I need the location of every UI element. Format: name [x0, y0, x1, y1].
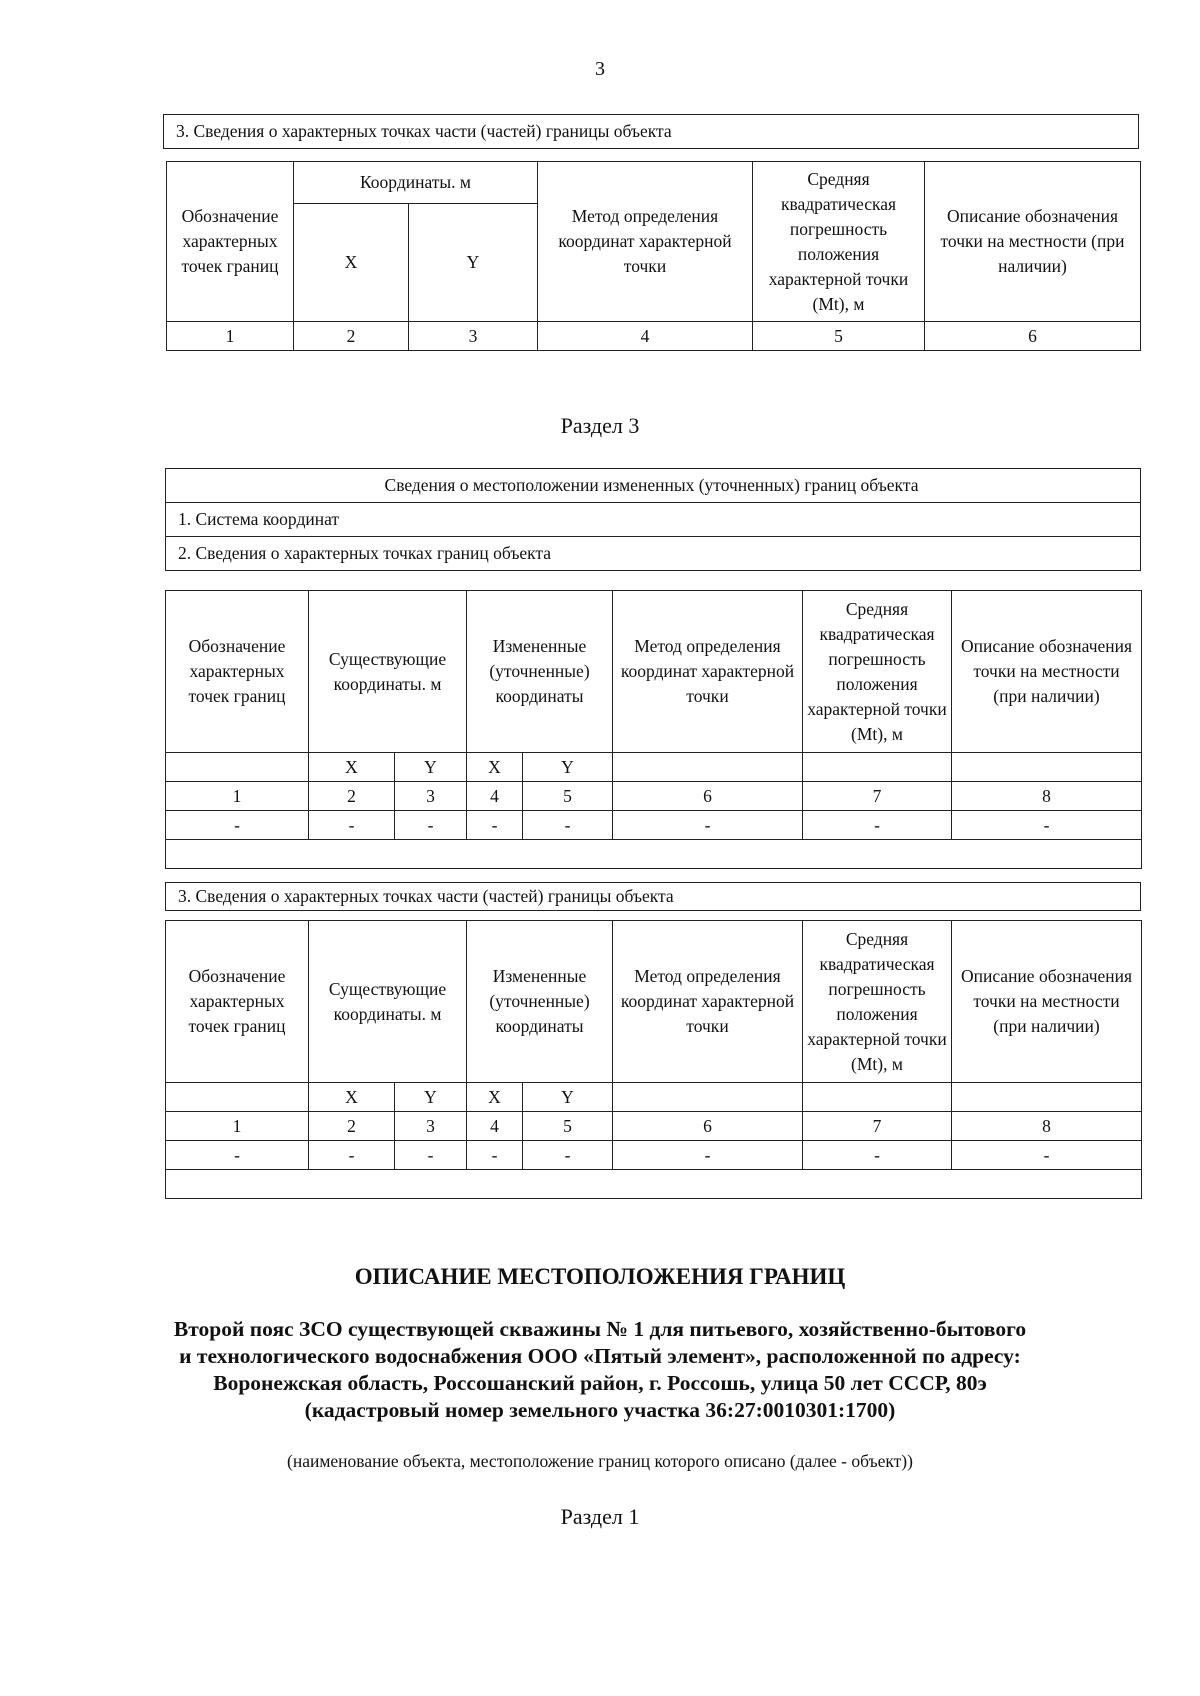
t2-sub-cell: [952, 753, 1142, 782]
section3-title: Раздел 3: [560, 413, 640, 438]
t3-h-error: Средняя квадратическая погрешность положения характерной точки (Mt), м: [803, 921, 952, 1083]
t2-dash-cell: -: [952, 811, 1142, 840]
t3-bar: 3. Сведения о характерных точках части (частей) границы объекта: [166, 883, 1141, 911]
t2-num-cell: 7: [803, 782, 952, 811]
t3-h-method: Метод определения координат характерной точки: [613, 921, 803, 1083]
t2-num-cell: 3: [395, 782, 467, 811]
t2-dash-cell: -: [523, 811, 613, 840]
t1-h-x: X: [294, 204, 409, 322]
t2-bar1: 1. Система координат: [166, 503, 1141, 537]
t3-dash-cell: -: [467, 1141, 523, 1170]
boundary-heading: ОПИСАНИЕ МЕСТОПОЛОЖЕНИЯ ГРАНИЦ: [354, 1264, 846, 1289]
t1-h-designation: Обозначение характерных точек границ: [167, 162, 294, 322]
object-name-line: и технологического водоснабжения ООО «Пятый элемент», расположенной по адресу:: [179, 1344, 1021, 1368]
t2-bar2: 2. Сведения о характерных точках границ объекта: [166, 537, 1141, 571]
t1-num-cell: 4: [538, 322, 753, 351]
t3-dash-cell: -: [613, 1141, 803, 1170]
t2-sub-cell: X: [309, 753, 395, 782]
object-name-line: Воронежская область, Россошанский район, г. Россошь, улица 50 лет СССР, 80э: [213, 1371, 987, 1395]
t3-bar-table: [165, 882, 1141, 911]
t3-dash-cell: -: [523, 1141, 613, 1170]
t3-h-existing: Существующие координаты. м: [309, 921, 467, 1083]
t2-h-error: Средняя квадратическая погрешность положения характерной точки (Mt), м: [803, 591, 952, 753]
t3-sub-cell: X: [467, 1083, 523, 1112]
t3-num-cell: 5: [523, 1112, 613, 1141]
t3-h-designation: Обозначение характерных точек границ: [166, 921, 309, 1083]
t1-table: [166, 161, 1141, 351]
t3-dash-cell: -: [309, 1141, 395, 1170]
t3-dash-cell: -: [803, 1141, 952, 1170]
t1-h-y: Y: [409, 204, 538, 322]
t3-h-desc: Описание обозначения точки на местности (при наличии): [952, 921, 1142, 1083]
t1-num-cell: 6: [925, 322, 1141, 351]
t2-sub-cell: [166, 753, 309, 782]
t2-table: [165, 590, 1142, 869]
t1-num-cell: 3: [409, 322, 538, 351]
t2-sub-cell: Y: [523, 753, 613, 782]
t3-num-cell: 7: [803, 1112, 952, 1141]
t1-num-cell: 5: [753, 322, 925, 351]
t3-sub-cell: [803, 1083, 952, 1112]
t3-h-changed: Измененные (уточненные) координаты: [467, 921, 613, 1083]
t1-h-coords: Координаты. м: [294, 162, 538, 204]
t1-h-desc: Описание обозначения точки на местности (при наличии): [925, 162, 1141, 322]
section1-title: Раздел 1: [560, 1504, 640, 1529]
t2-sub-cell: Y: [395, 753, 467, 782]
t2-sub-cell: X: [467, 753, 523, 782]
page-number: 3: [595, 58, 605, 80]
t3-num-cell: 2: [309, 1112, 395, 1141]
t2-h-changed: Измененные (уточненные) координаты: [467, 591, 613, 753]
t2-num-cell: 5: [523, 782, 613, 811]
t2-num-cell: 6: [613, 782, 803, 811]
t2-dash-cell: -: [467, 811, 523, 840]
t2-dash-cell: -: [803, 811, 952, 840]
t2-dash-cell: -: [613, 811, 803, 840]
t1-num-cell: 2: [294, 322, 409, 351]
t2-num-cell: 4: [467, 782, 523, 811]
t3-dash-cell: -: [395, 1141, 467, 1170]
t3-sub-cell: [166, 1083, 309, 1112]
t1-bar-table: [163, 114, 1139, 149]
t3-sub-cell: X: [309, 1083, 395, 1112]
object-caption: (наименование объекта, местоположение границ которого описано (далее - объект)): [287, 1451, 913, 1471]
t2-num-cell: 1: [166, 782, 309, 811]
t2-dash-cell: -: [395, 811, 467, 840]
t2-bars-table: [165, 468, 1141, 571]
t2-sub-cell: [803, 753, 952, 782]
t3-num-cell: 4: [467, 1112, 523, 1141]
t1-bar: 3. Сведения о характерных точках части (частей) границы объекта: [164, 115, 1139, 149]
t2-num-cell: 2: [309, 782, 395, 811]
t2-h-designation: Обозначение характерных точек границ: [166, 591, 309, 753]
t2-title: Сведения о местоположении измененных (уточненных) границ объекта: [166, 469, 1141, 503]
t2-sub-cell: [613, 753, 803, 782]
t3-sub-cell: Y: [523, 1083, 613, 1112]
t3-sub-cell: [952, 1083, 1142, 1112]
t3-dash-cell: -: [952, 1141, 1142, 1170]
t1-h-error: Средняя квадратическая погрешность положения характерной точки (Mt), м: [753, 162, 925, 322]
t2-dash-cell: -: [309, 811, 395, 840]
t3-empty-row: [166, 1170, 1142, 1199]
t3-num-cell: 1: [166, 1112, 309, 1141]
object-name: [150, 1316, 1050, 1424]
object-name-line: (кадастровый номер земельного участка 36:27:0010301:1700): [304, 1398, 896, 1422]
t2-dash-cell: -: [166, 811, 309, 840]
t2-h-existing: Существующие координаты. м: [309, 591, 467, 753]
t3-sub-cell: [613, 1083, 803, 1112]
t2-num-cell: 8: [952, 782, 1142, 811]
t3-table: [165, 920, 1142, 1199]
t3-num-cell: 8: [952, 1112, 1142, 1141]
t3-dash-cell: -: [166, 1141, 309, 1170]
t1-num-cell: 1: [167, 322, 294, 351]
t2-h-method: Метод определения координат характерной точки: [613, 591, 803, 753]
t2-h-desc: Описание обозначения точки на местности (при наличии): [952, 591, 1142, 753]
object-name-line: Второй пояс ЗСО существующей скважины № 1 для питьевого, хозяйственно-бытового: [173, 1317, 1027, 1341]
t3-num-cell: 3: [395, 1112, 467, 1141]
t3-num-cell: 6: [613, 1112, 803, 1141]
t2-empty-row: [166, 840, 1142, 869]
t3-sub-cell: Y: [395, 1083, 467, 1112]
t1-h-method: Метод определения координат характерной точки: [538, 162, 753, 322]
